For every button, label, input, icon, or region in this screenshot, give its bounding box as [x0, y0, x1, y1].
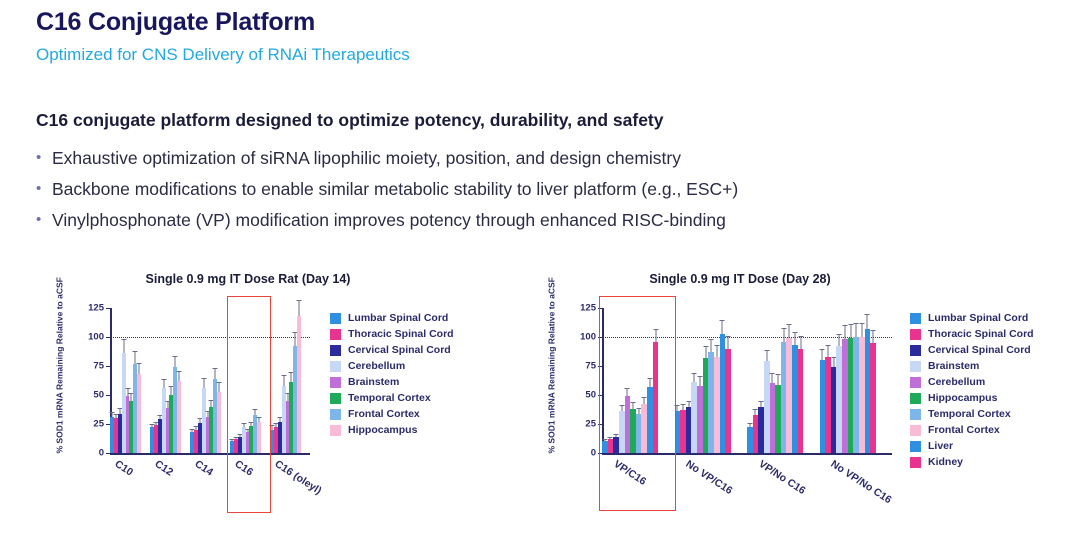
x-tick-label: No VP/C16 [683, 458, 735, 497]
error-bar [861, 323, 862, 337]
error-bar [694, 373, 695, 382]
error-bar [850, 324, 851, 338]
legend-swatch [910, 441, 921, 452]
error-bar [873, 330, 874, 343]
legend-item [330, 312, 454, 324]
chart-legend-day14 [330, 312, 454, 440]
error-bar [295, 332, 296, 346]
chart-title: Single 0.9 mg IT Dose Rat (Day 14) [145, 272, 351, 286]
x-tick-label: VP/C16 [611, 458, 649, 488]
error-bar [167, 401, 168, 408]
error-bar [159, 415, 160, 420]
legend-item [910, 344, 1034, 356]
legend-item [330, 392, 454, 404]
bullet-marker-icon: • [36, 149, 42, 166]
error-bar [283, 375, 284, 385]
error-bar [844, 325, 845, 339]
error-bar [215, 368, 216, 378]
legend-label: Lumbar Spinal Cord [928, 312, 1029, 324]
error-bar [856, 323, 857, 337]
error-bar [755, 409, 756, 415]
chart-panel-day28 [540, 272, 1080, 532]
error-bar [139, 363, 140, 375]
legend-swatch [330, 313, 341, 324]
legend-item [910, 424, 1034, 436]
legend-swatch [910, 409, 921, 420]
error-bar [711, 339, 712, 352]
chart-panel-day14 [48, 272, 518, 532]
error-bar [163, 379, 164, 388]
bar-group [675, 308, 748, 453]
legend-swatch [330, 377, 341, 388]
legend-label: Temporal Cortex [928, 408, 1011, 420]
bar-series-container [110, 308, 310, 453]
error-bar [211, 400, 212, 407]
legend-item [910, 408, 1034, 420]
page-title: C16 Conjugate Platform [36, 8, 315, 36]
bullet-list [36, 145, 1046, 238]
legend-item [910, 328, 1034, 340]
error-bar [822, 349, 823, 361]
bar [217, 392, 221, 453]
legend-label: Liver [928, 440, 954, 452]
chart-title: Single 0.9 mg IT Dose (Day 28) [649, 272, 831, 286]
error-bar [800, 336, 801, 349]
error-bar [699, 376, 700, 385]
y-tick-mark [106, 453, 110, 454]
x-tick-label: C16 [232, 458, 255, 479]
legend-swatch [330, 393, 341, 404]
error-bar [135, 351, 136, 364]
legend-item [330, 360, 454, 372]
error-bar [191, 429, 192, 432]
legend-item [330, 328, 454, 340]
legend-label: Brainstem [928, 360, 980, 372]
error-bar [722, 320, 723, 334]
error-bar [716, 345, 717, 357]
y-tick-label: 100 [580, 331, 596, 343]
error-bar [772, 373, 773, 383]
error-bar [115, 414, 116, 419]
error-bar [291, 372, 292, 382]
error-bar [677, 405, 678, 411]
error-bar [728, 336, 729, 349]
error-bar [287, 393, 288, 401]
legend-swatch [910, 345, 921, 356]
legend-item [910, 456, 1034, 468]
error-bar [179, 371, 180, 381]
legend-item [910, 440, 1034, 452]
error-bar [794, 332, 795, 345]
bullet-text: Vinylphosphonate (VP) modification improves potency through enhanced RISC-binding [52, 210, 726, 230]
x-tick-label: VP/No C16 [756, 458, 808, 497]
highlight-box [599, 296, 676, 511]
legend-swatch [910, 361, 921, 372]
legend-swatch [910, 425, 921, 436]
legend-label: Cerebellum [928, 376, 986, 388]
bar-group [270, 308, 310, 453]
error-bar [123, 339, 124, 353]
legend-swatch [330, 345, 341, 356]
y-tick-label: 50 [93, 389, 104, 401]
legend-label: Frontal Cortex [928, 424, 1000, 436]
legend-label: Brainstem [348, 376, 400, 388]
error-bar [203, 378, 204, 388]
bullet-marker-icon: • [36, 211, 42, 228]
x-tick-label: C12 [152, 458, 175, 479]
error-bar [705, 346, 706, 358]
error-bar [131, 393, 132, 401]
legend-swatch [910, 313, 921, 324]
list-item [36, 207, 1046, 233]
legend-label: Thoracic Spinal Cord [348, 328, 454, 340]
error-bar [749, 423, 750, 428]
error-bar [867, 314, 868, 329]
x-tick-label: C14 [192, 458, 215, 479]
legend-label: Frontal Cortex [348, 408, 420, 420]
legend-label: Cervical Spinal Cord [928, 344, 1031, 356]
legend-label: Thoracic Spinal Cord [928, 328, 1034, 340]
legend-item [910, 376, 1034, 388]
legend-item [910, 312, 1034, 324]
legend-swatch [330, 425, 341, 436]
error-bar [271, 425, 272, 430]
legend-item [330, 376, 454, 388]
bar-group [150, 308, 190, 453]
bar [177, 381, 181, 453]
bar-group [820, 308, 893, 453]
bar [725, 349, 731, 453]
legend-label: Lumbar Spinal Cord [348, 312, 449, 324]
legend-swatch [330, 329, 341, 340]
error-bar [151, 424, 152, 427]
bar [870, 343, 876, 453]
error-bar [839, 334, 840, 347]
bar [297, 316, 301, 453]
x-tick-label: C10 [112, 458, 135, 479]
legend-swatch [910, 329, 921, 340]
error-bar [195, 426, 196, 429]
y-tick-label: 125 [88, 302, 104, 314]
y-tick-label: 25 [93, 418, 104, 430]
section-headline: C16 conjugate platform designed to optimize potency, durability, and safety [36, 110, 664, 130]
bar-group [190, 308, 230, 453]
error-bar [219, 382, 220, 391]
list-item [36, 176, 1046, 202]
x-tick-label: C16 (oleyl) [272, 458, 324, 497]
legend-swatch [910, 457, 921, 468]
legend-label: Cerebellum [348, 360, 406, 372]
y-axis-label: % SOD1 mRNA Remaining Relative to aCSF [54, 276, 64, 453]
error-bar [789, 324, 790, 338]
error-bar [299, 300, 300, 316]
legend-label: Hippocampus [928, 392, 998, 404]
error-bar [827, 345, 828, 357]
legend-item [330, 424, 454, 436]
list-item [36, 145, 1046, 171]
legend-label: Hippocampus [348, 424, 418, 436]
legend-item [330, 408, 454, 420]
highlight-box [227, 296, 271, 513]
y-tick-label: 25 [585, 418, 596, 430]
bar-group [747, 308, 820, 453]
bar [798, 349, 804, 453]
error-bar [119, 408, 120, 414]
error-bar [766, 350, 767, 362]
error-bar [175, 356, 176, 368]
legend-item [910, 360, 1034, 372]
y-tick-label: 125 [580, 302, 596, 314]
legend-swatch [910, 393, 921, 404]
legend-label: Kidney [928, 456, 964, 468]
error-bar [207, 411, 208, 417]
legend-swatch [330, 361, 341, 372]
y-tick-label: 100 [88, 331, 104, 343]
bullet-text: Exhaustive optimization of siRNA lipophilic moiety, position, and design chemistry [52, 148, 682, 168]
legend-item [330, 344, 454, 356]
error-bar [171, 386, 172, 395]
x-tick-label: No VP/No C16 [828, 458, 895, 507]
y-tick-label: 75 [585, 360, 596, 372]
error-bar [682, 404, 683, 410]
page-subtitle: Optimized for CNS Delivery of RNAi Therapeutics [36, 45, 410, 64]
bullet-text: Backbone modifications to enable similar metabolic stability to liver platform (e.g., ESC+) [52, 179, 739, 199]
x-axis [110, 453, 310, 455]
error-bar [155, 422, 156, 425]
bar [137, 374, 141, 453]
y-axis-label: % SOD1 mRNA Remaining Relative to aCSF [546, 276, 556, 453]
error-bar [761, 401, 762, 407]
y-tick-label: 0 [98, 447, 104, 459]
error-bar [199, 418, 200, 423]
chart-legend-day28 [910, 312, 1034, 472]
y-tick-label: 0 [590, 447, 596, 459]
legend-label: Cervical Spinal Cord [348, 344, 451, 356]
error-bar [127, 388, 128, 396]
y-tick-label: 50 [585, 389, 596, 401]
error-bar [833, 357, 834, 367]
error-bar [778, 374, 779, 384]
legend-item [910, 392, 1034, 404]
legend-swatch [910, 377, 921, 388]
bar-group [110, 308, 150, 453]
legend-swatch [330, 409, 341, 420]
y-tick-label: 75 [93, 360, 104, 372]
error-bar [783, 328, 784, 342]
error-bar [111, 412, 112, 417]
bullet-marker-icon: • [36, 180, 42, 197]
legend-label: Temporal Cortex [348, 392, 431, 404]
error-bar [279, 417, 280, 422]
error-bar [688, 401, 689, 407]
error-bar [275, 423, 276, 428]
